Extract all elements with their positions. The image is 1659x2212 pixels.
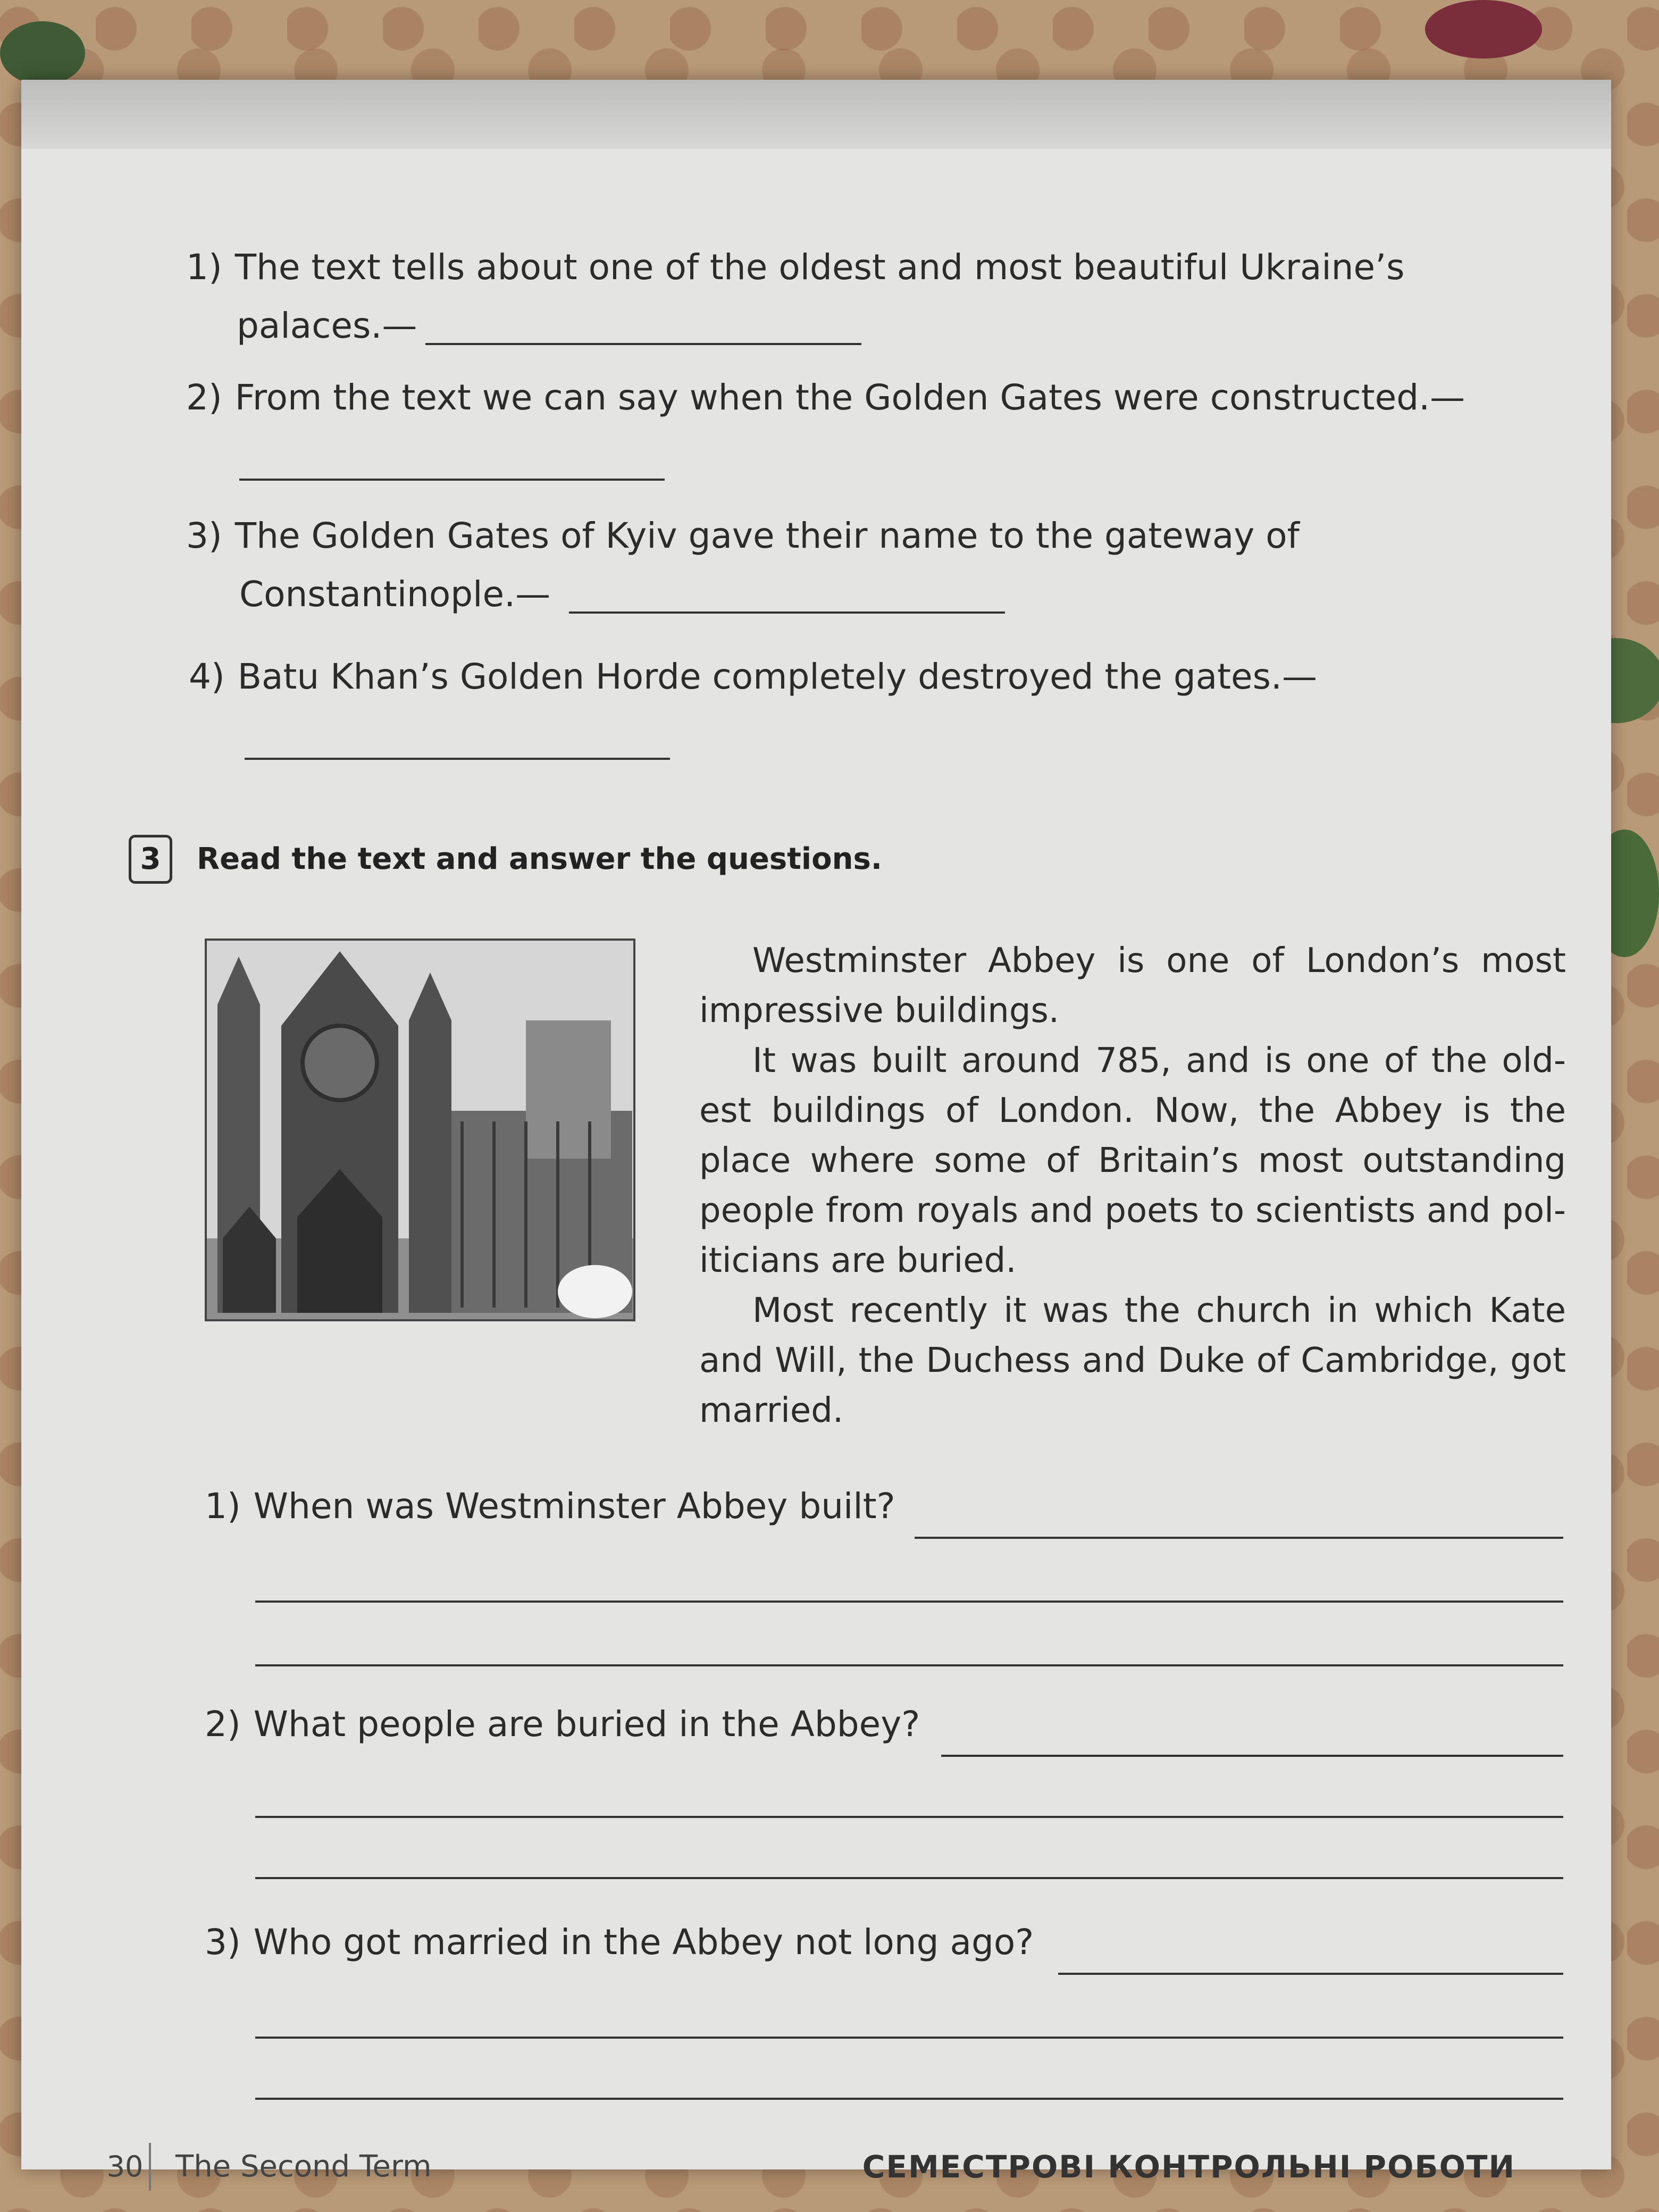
statement-text: Batu Khan’s Golden Horde completely destroyed the gates.— (237, 656, 1318, 697)
question-text: What people are buried in the Abbey? (253, 1704, 920, 1745)
statement-1-line2 (237, 298, 417, 354)
abbey-illustration-icon (207, 941, 633, 1319)
statement-number: 1) (186, 247, 222, 288)
tablecloth-flower (1425, 0, 1542, 58)
answer-line[interactable] (915, 1537, 1563, 1539)
statement-2 (186, 370, 1465, 426)
statement-text: Constantinople.— (239, 574, 551, 615)
answer-line[interactable] (255, 2098, 1563, 2100)
question-text: Who got married in the Abbey not long ago? (253, 1922, 1034, 1963)
answer-blank[interactable] (239, 479, 665, 481)
statement-text: The Golden Gates of Kyiv gave their name to the gateway of (234, 515, 1300, 556)
statement-3-line2 (239, 566, 550, 623)
question-2 (205, 1696, 920, 1753)
task-instruction: Read the text and answer the questions. (197, 842, 883, 876)
reading-passage (699, 936, 1566, 1436)
page-number: 30 (101, 2143, 151, 2191)
passage-paragraph-1: Westminster Abbey is one of London’s most impressive buildings. (699, 941, 1566, 1030)
answer-line[interactable] (255, 1664, 1563, 1666)
statement-number: 2) (186, 377, 222, 418)
answer-line[interactable] (941, 1755, 1563, 1757)
question-number: 3) (205, 1922, 241, 1963)
question-number: 1) (205, 1486, 241, 1527)
answer-blank[interactable] (425, 343, 861, 345)
question-1 (205, 1478, 895, 1535)
statement-text: The text tells about one of the oldest and most beautiful Ukraine’s (234, 247, 1405, 288)
task-number-badge: 3 (129, 835, 172, 884)
page-shadow-band (21, 80, 1611, 149)
answer-line[interactable] (1058, 1973, 1563, 1975)
statement-text: From the text we can say when the Golden Gates were constructed.— (234, 377, 1465, 418)
westminster-abbey-photo (205, 939, 635, 1321)
question-text: When was Westminster Abbey built? (253, 1486, 895, 1527)
answer-blank[interactable] (245, 758, 670, 760)
question-number: 2) (205, 1704, 241, 1745)
statement-1 (186, 239, 1404, 296)
statement-number: 4) (189, 656, 225, 697)
statement-4 (189, 649, 1317, 705)
answer-line[interactable] (255, 1877, 1563, 1879)
answer-line[interactable] (255, 2037, 1563, 2039)
section-label: The Second Term (175, 2149, 432, 2184)
question-3 (205, 1914, 1034, 1971)
statement-number: 3) (186, 515, 222, 556)
worksheet-page (21, 80, 1611, 2185)
tablecloth-leaf (0, 21, 85, 85)
statement-text: palaces.— (237, 305, 417, 346)
answer-line[interactable] (255, 1816, 1563, 1818)
book-series-title: СЕМЕСТРОВІ КОНТРОЛЬНІ РОБОТИ (862, 2149, 1515, 2185)
answer-line[interactable] (255, 1601, 1563, 1603)
statement-3 (186, 508, 1300, 564)
passage-paragraph-2: It was built around 785, and is one of the old-est buildings of London. Now, the Abbey is the place where some of Britain’s most outstanding people from royals and poets to scientists and pol-iticians are buried. (699, 1041, 1566, 1280)
passage-paragraph-3: Most recently it was the church in which Kate and Will, the Duchess and Duke of Cambridge, got married. (699, 1291, 1566, 1430)
answer-blank[interactable] (569, 611, 1005, 614)
